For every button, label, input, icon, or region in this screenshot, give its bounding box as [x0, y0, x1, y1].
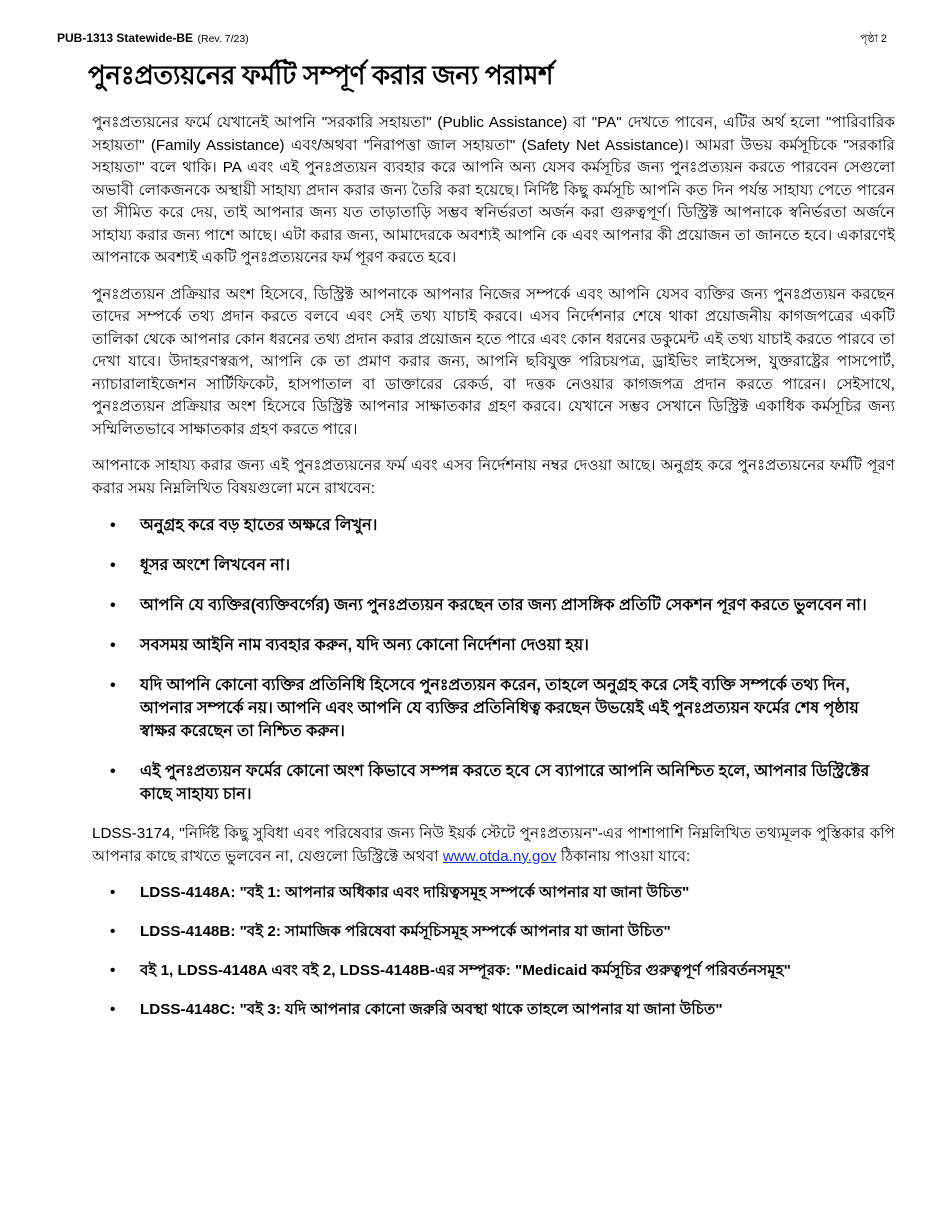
tip-text: অনুগ্রহ করে বড় হাতের অক্ষরে লিখুন। — [140, 517, 378, 534]
bullet-icon: • — [110, 517, 116, 534]
bullet-icon: • — [110, 1001, 116, 1018]
bullet-icon: • — [110, 677, 116, 694]
bullet-icon: • — [110, 557, 116, 574]
process-paragraph: পুনঃপ্রত্যয়ন প্রক্রিয়ার অংশ হিসেবে, ডিস্ট্রিক্ট আপনাকে আপনার নিজের সম্পর্কে এবং আপনি যেসব ব্যক্তির জন্য পুনঃপ্রত্যয়ন করছেন তাদের সম্পর্কে তথ্য প্রদান করতে বলবে এবং সেই তথ্য যাচাই করবে। এসব নির্দেশনার শেষে থাকা প্রয়োজনীয় কাগজপত্রের একটি তালিকা থেকে আপনার কোন ধরনের তথ্য প্রদান করার প্রয়োজন হতে পারে এবং কোন ধরনের ডকুমেন্ট এই তথ্য যাচাই করতে পারবে তা দেখা যাবে। উদাহরণস্বরূপ, আপনি কে তা প্রমাণ করার জন্য, আপনি ছবিযুক্ত পরিচয়পত্র, ড্রাইভিং লাইসেন্স, যুক্তরাষ্ট্রের পাসপোর্ট, ন্যাচারালাইজেশন সার্টিফিকেট, হাসপাতাল বা ডাক্তারের রেকর্ড, বা দত্তক নেওয়ার কাগজপত্র প্রদান করতে পারেন। সেইসাথে, পুনঃপ্রত্যয়ন প্রক্রিয়ার অংশ হিসেবে ডিস্ট্রিক্ট আপনার সাক্ষাতকার গ্রহণ করবে। যেখানে সম্ভব সেখানে ডিস্ট্রিক্ট একাধিক কর্মসূচির জন্য সম্মিলিতভাবে সাক্ষাতকার গ্রহণ করতে পারে। — [92, 285, 895, 438]
booklets-intro-tail: ঠিকানায় পাওয়া যাবে: — [556, 847, 691, 865]
booklet-text: বই 1, LDSS-4148A এবং বই 2, LDSS-4148B-এর সম্পূরক: "Medicaid কর্মসূচির গুরুত্বপূর্ণ পরিবর্তনসমূহ" — [140, 962, 791, 979]
booklet-item — [92, 882, 895, 904]
bullet-icon: • — [110, 763, 116, 780]
booklets-intro-text: LDSS-3174, "নির্দিষ্ট কিছু সুবিধা এবং পরিষেবার জন্য নিউ ইয়র্ক স্টেটে পুনঃপ্রত্যয়ন"-এর পাশাপাশি নিম্নলিখিত তথ্যমূলক পুস্তিকার কপি আপনার কাছে রাখতে ভুলবেন না, যেগুলো ডিস্ট্রিক্টে অথবা — [92, 825, 895, 865]
tip-text: এই পুনঃপ্রত্যয়ন ফর্মের কোনো অংশ কিভাবে সম্পন্ন করতে হবে সে ব্যাপারে আপনি অনিশ্চিত হলে, আপনার ডিস্ট্রিক্টের কাছে সাহায্য চান। — [140, 763, 870, 803]
tip-item — [92, 554, 895, 577]
form-revision: (Rev. 7/23) — [197, 33, 249, 45]
booklet-item — [92, 960, 895, 982]
tip-item — [92, 760, 895, 806]
tip-item — [92, 594, 895, 617]
tip-text: ধূসর অংশে লিখবেন না। — [140, 557, 291, 574]
booklets-paragraph — [92, 823, 895, 868]
bullet-icon: • — [110, 962, 116, 979]
document-body — [92, 112, 895, 1038]
bullet-icon: • — [110, 597, 116, 614]
bullet-icon: • — [110, 884, 116, 901]
bullet-icon: • — [110, 637, 116, 654]
tip-text: সবসময় আইনি নাম ব্যবহার করুন, যদি অন্য কোনো নির্দেশনা দেওয়া হয়। — [140, 637, 589, 654]
booklet-text: LDSS-4148A: "বই 1: আপনার অধিকার এবং দায়িত্বসমূহ সম্পর্কে আপনার যা জানা উচিত" — [140, 884, 690, 901]
tip-item — [92, 634, 895, 657]
page-title: পুনঃপ্রত্যয়নের ফর্মটি সম্পূর্ণ করার জন্য পরামর্শ — [88, 60, 554, 90]
page-header — [57, 29, 887, 47]
booklet-text: LDSS-4148C: "বই 3: যদি আপনার কোনো জরুরি অবস্থা থাকে তাহলে আপনার যা জানা উচিত" — [140, 1001, 723, 1018]
tips-list — [92, 514, 895, 806]
otda-website-link[interactable]: www.otda.ny.gov — [442, 847, 557, 865]
booklet-text: LDSS-4148B: "বই 2: সামাজিক পরিষেবা কর্মসূচিসমূহ সম্পর্কে আপনার যা জানা উচিত" — [140, 923, 671, 940]
tip-text: যদি আপনি কোনো ব্যক্তির প্রতিনিধি হিসেবে পুনঃপ্রত্যয়ন করেন, তাহলে অনুগ্রহ করে সেই ব্যক্তি সম্পর্কে তথ্য দিন, আপনার সম্পর্কে নয়। আপনি এবং আপনি যে ব্যক্তির প্রতিনিধিত্ব করছেন উভয়েই এই পুনঃপ্রত্যয়ন ফর্মের শেষ পৃষ্ঠায় স্বাক্ষর করেছেন তা নিশ্চিত করুন। — [140, 677, 859, 740]
booklet-item — [92, 999, 895, 1021]
booklets-list — [92, 882, 895, 1021]
form-id: PUB-1313 Statewide-BE — [57, 31, 194, 45]
reminder-paragraph: আপনাকে সাহায্য করার জন্য এই পুনঃপ্রত্যয়নের ফর্ম এবং এসব নির্দেশনায় নম্বর দেওয়া আছে। অনুগ্রহ করে পুনঃপ্রত্যয়নের ফর্মটি পূরণ করার সময় নিম্নলিখিত বিষয়গুলো মনে রাখবেন: — [92, 457, 895, 497]
intro-paragraph: পুনঃপ্রত্যয়নের ফর্মে যেখানেই আপনি "সরকারি সহায়তা" (Public Assistance) বা "PA" দেখতে পাবেন, এটির অর্থ হলো "পারিবারিক সহায়তা" (Family Assistance) এবং/অথবা "নিরাপত্তা জাল সহায়তা" (Safety Net Assistance)। আমরা উভয় কর্মসূচিকে "সরকারি সহায়তা" বলে থাকি। PA এবং এই পুনঃপ্রত্যয়ন ব্যবহার করে আপনি অন্য যেসব কর্মসূচির জন্য পুনঃপ্রত্যয়ন করতে পারবেন সেগুলো অভাবী লোকজনকে অস্থায়ী সাহায্য প্রদান করার জন্য তৈরি করা হয়েছে। নির্দিষ্ট কিছু কর্মসূচি আপনি কত দিন পর্যন্ত সাহায্য পেতে পারেন তা সীমিত করে দেয়, তাই আপনার জন্য যত তাড়াতাড়ি সম্ভব স্বনির্ভরতা অর্জন করা গুরুত্বপূর্ণ। ডিস্ট্রিক্ট আপনাকে স্বনির্ভরতা অর্জনে সাহায্য করার জন্য পাশে আছে। এটা করার জন্য, আমাদেরকে অবশ্যই আপনি কে এবং আপনার কী প্রয়োজন তা জানতে হবে। একারণেই আপনাকে অবশ্যই একটি পুনঃপ্রত্যয়নের ফর্ম পূরণ করতে হবে। — [92, 114, 895, 266]
tip-item — [92, 674, 895, 743]
bullet-icon: • — [110, 923, 116, 940]
booklet-item — [92, 921, 895, 943]
page-number: পৃষ্ঠা 2 — [860, 33, 887, 45]
tip-item — [92, 514, 895, 537]
tip-text: আপনি যে ব্যক্তির(ব্যক্তিবর্গের) জন্য পুনঃপ্রত্যয়ন করছেন তার জন্য প্রাসঙ্গিক প্রতিটি সেকশন পূরণ করতে ভুলবেন না। — [140, 597, 867, 614]
